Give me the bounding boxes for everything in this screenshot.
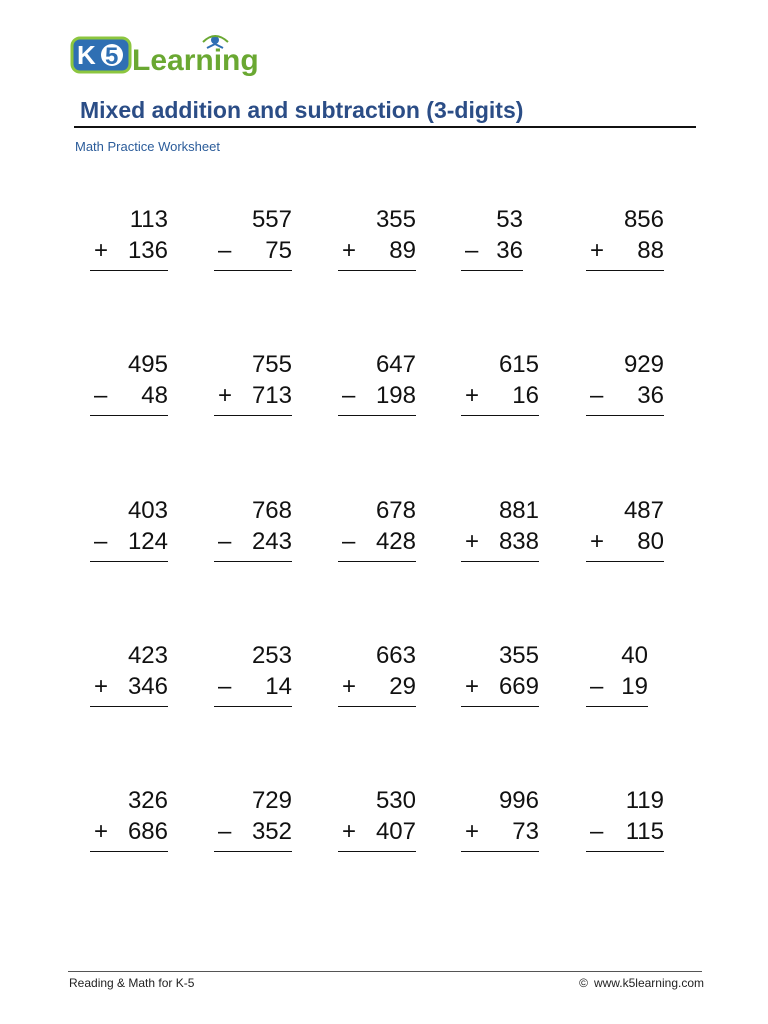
problem-bottom-number: 198 <box>375 382 416 409</box>
problem <box>461 495 539 557</box>
problem-operator: + <box>94 237 109 264</box>
problem-operator: + <box>94 673 109 700</box>
answer-line <box>586 270 664 271</box>
answer-line <box>586 851 664 852</box>
problem-bottom-number: 75 <box>265 237 292 264</box>
problem-bottom-number: 428 <box>375 528 416 555</box>
problem <box>214 495 292 557</box>
problem-top-number: 423 <box>127 642 168 669</box>
answer-line <box>90 415 168 416</box>
problem-top-number: 647 <box>375 351 416 378</box>
answer-line <box>461 706 539 707</box>
problem-operator: + <box>465 382 480 409</box>
answer-line <box>90 270 168 271</box>
problem-bottom-number: 89 <box>389 237 416 264</box>
problem-top-number: 487 <box>623 497 664 524</box>
problem <box>90 204 168 266</box>
problem-operator: – <box>590 818 604 845</box>
problem-top-number: 856 <box>623 206 664 233</box>
problem-operator: + <box>465 528 480 555</box>
problem-operator: – <box>218 818 232 845</box>
answer-line <box>586 561 664 562</box>
problem-operator: + <box>465 673 480 700</box>
worksheet-title: Mixed addition and subtraction (3-digits) <box>80 97 524 123</box>
copyright-symbol: © <box>579 976 588 990</box>
answer-line <box>461 561 539 562</box>
footer-url[interactable]: www.k5learning.com <box>593 976 704 990</box>
problem-bottom-number: 19 <box>621 673 648 700</box>
k5-learning-logo[interactable] <box>70 26 270 82</box>
problem-top-number: 530 <box>375 787 416 814</box>
answer-line <box>338 270 416 271</box>
answer-line <box>338 561 416 562</box>
problem <box>338 640 416 702</box>
problem-top-number: 929 <box>623 351 664 378</box>
problem-operator: – <box>94 528 108 555</box>
problem <box>90 495 168 557</box>
problem-bottom-number: 36 <box>637 382 664 409</box>
problem-operator: + <box>342 237 357 264</box>
problem <box>586 785 664 847</box>
problem-bottom-number: 16 <box>512 382 539 409</box>
problem-top-number: 326 <box>127 787 168 814</box>
problem-top-number: 495 <box>127 351 168 378</box>
problem-top-number: 729 <box>251 787 292 814</box>
problem-operator: – <box>218 237 232 264</box>
problem-bottom-number: 36 <box>496 237 523 264</box>
problem-operator: + <box>590 528 605 555</box>
answer-line <box>586 415 664 416</box>
problem <box>338 785 416 847</box>
answer-line <box>461 270 523 271</box>
problem <box>461 640 539 702</box>
problem-operator: – <box>465 237 479 264</box>
problem-bottom-number: 407 <box>375 818 416 845</box>
problem-bottom-number: 838 <box>498 528 539 555</box>
problem-bottom-number: 669 <box>498 673 539 700</box>
problem-operator: – <box>218 673 232 700</box>
answer-line <box>586 706 648 707</box>
problem-bottom-number: 29 <box>389 673 416 700</box>
problem-operator: + <box>342 818 357 845</box>
footer-website[interactable] <box>579 976 704 990</box>
problem-operator: – <box>590 673 604 700</box>
problem-bottom-number: 80 <box>637 528 664 555</box>
answer-line <box>338 415 416 416</box>
problem-top-number: 53 <box>496 206 523 233</box>
problem-operator: + <box>590 237 605 264</box>
problem-operator: – <box>590 382 604 409</box>
problem-top-number: 355 <box>375 206 416 233</box>
problem-top-number: 615 <box>498 351 539 378</box>
problem-operator: – <box>94 382 108 409</box>
problem-bottom-number: 124 <box>127 528 168 555</box>
footer-tagline: Reading & Math for K-5 <box>69 976 195 990</box>
problem-top-number: 119 <box>625 787 664 814</box>
problem-top-number: 678 <box>375 497 416 524</box>
problem <box>586 495 664 557</box>
problem <box>461 785 539 847</box>
problem <box>461 349 539 411</box>
problem <box>90 640 168 702</box>
problem <box>338 495 416 557</box>
problem-bottom-number: 352 <box>251 818 292 845</box>
problem-operator: + <box>94 818 109 845</box>
problem-bottom-number: 115 <box>625 818 664 845</box>
problem-bottom-number: 73 <box>512 818 539 845</box>
logo-learning: Learning <box>132 44 259 77</box>
answer-line <box>214 706 292 707</box>
logo-k: K <box>77 40 96 70</box>
problem-bottom-number: 88 <box>637 237 664 264</box>
problem <box>90 785 168 847</box>
problem <box>338 349 416 411</box>
problem-bottom-number: 14 <box>265 673 292 700</box>
problem-top-number: 253 <box>251 642 292 669</box>
answer-line <box>461 851 539 852</box>
problem-top-number: 40 <box>621 642 648 669</box>
problem <box>586 640 648 702</box>
problem-bottom-number: 136 <box>127 237 168 264</box>
problem-top-number: 355 <box>498 642 539 669</box>
problem-operator: + <box>342 673 357 700</box>
problem-bottom-number: 48 <box>141 382 168 409</box>
answer-line <box>214 851 292 852</box>
problem <box>338 204 416 266</box>
answer-line <box>338 706 416 707</box>
problem <box>214 640 292 702</box>
problem-top-number: 755 <box>251 351 292 378</box>
problem <box>90 349 168 411</box>
answer-line <box>214 270 292 271</box>
problem <box>214 349 292 411</box>
problem-top-number: 768 <box>251 497 292 524</box>
problem-top-number: 403 <box>127 497 168 524</box>
problem <box>214 785 292 847</box>
problem-top-number: 881 <box>498 497 539 524</box>
worksheet-subtitle: Math Practice Worksheet <box>75 139 220 154</box>
answer-line <box>461 415 539 416</box>
problem-operator: – <box>342 528 356 555</box>
problem-bottom-number: 713 <box>251 382 292 409</box>
title-divider <box>74 126 696 128</box>
problem-bottom-number: 346 <box>127 673 168 700</box>
problem-operator: – <box>342 382 356 409</box>
problem-bottom-number: 243 <box>251 528 292 555</box>
problem-bottom-number: 686 <box>127 818 168 845</box>
problem-top-number: 557 <box>251 206 292 233</box>
problem-operator: + <box>218 382 233 409</box>
problem <box>586 349 664 411</box>
problem-top-number: 663 <box>375 642 416 669</box>
answer-line <box>90 561 168 562</box>
answer-line <box>338 851 416 852</box>
footer-divider <box>68 971 702 972</box>
problem-operator: – <box>218 528 232 555</box>
logo-5: 5 <box>105 43 119 70</box>
answer-line <box>214 415 292 416</box>
problem <box>586 204 664 266</box>
problem <box>214 204 292 266</box>
problem <box>461 204 523 266</box>
problem-operator: + <box>465 818 480 845</box>
answer-line <box>214 561 292 562</box>
problem-top-number: 113 <box>129 206 168 233</box>
answer-line <box>90 706 168 707</box>
answer-line <box>90 851 168 852</box>
problem-top-number: 996 <box>498 787 539 814</box>
